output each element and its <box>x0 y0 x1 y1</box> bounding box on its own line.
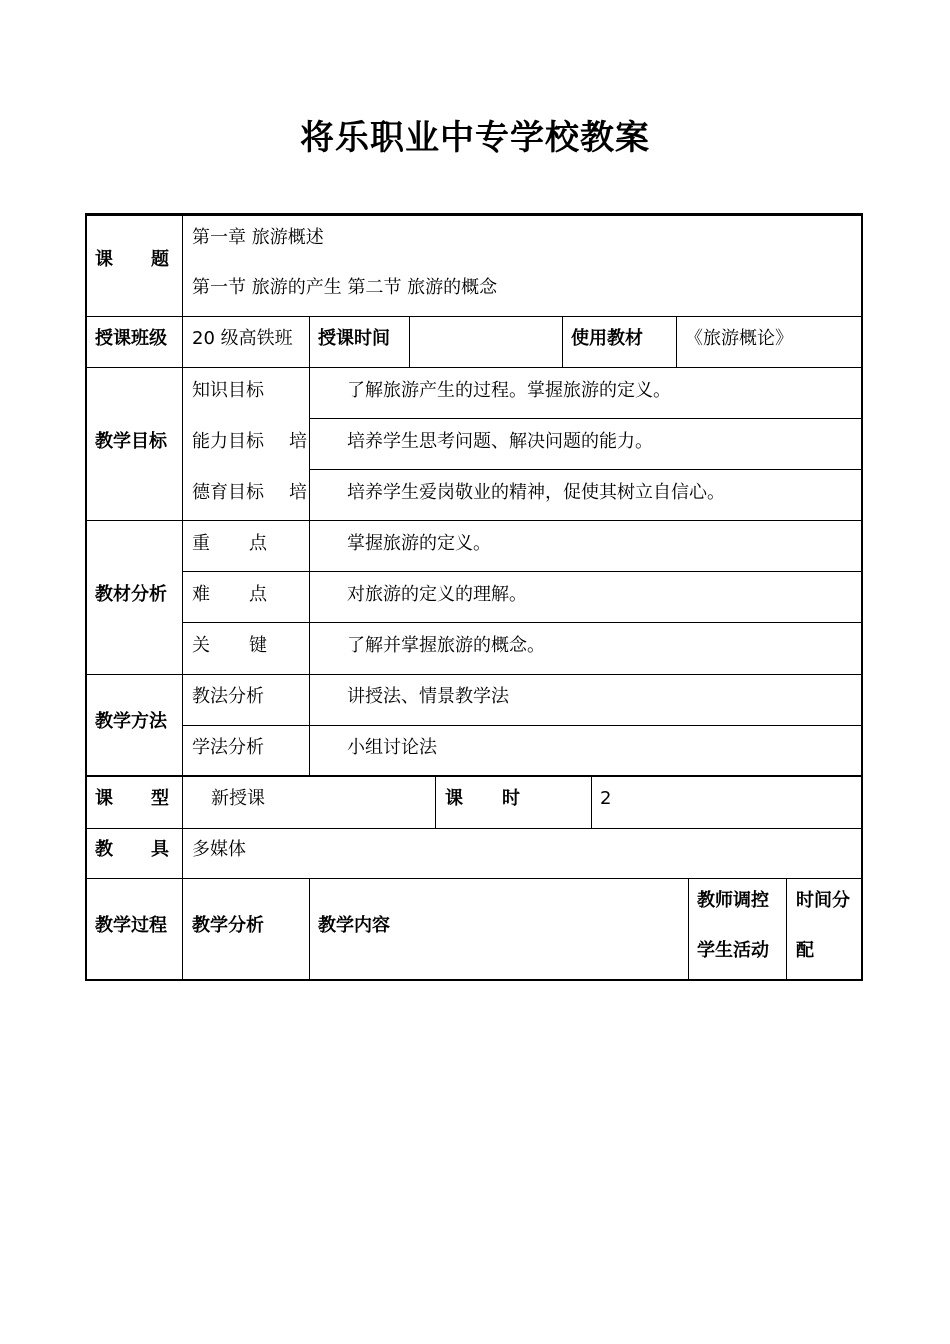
topic-sections: 第一节 旅游的产生 第二节 旅游的概念 <box>192 277 498 298</box>
objective-text: 培养学生思考问题、解决问题的能力。 <box>347 431 653 452</box>
time-label: 授课时间 <box>318 328 390 349</box>
method-name: 教法分析 <box>192 686 264 707</box>
objective-text: 培养学生爱岗敬业的精神，促使其树立自信心。 <box>347 482 725 503</box>
material-text: 掌握旅游的定义。 <box>347 533 491 554</box>
method-name: 学法分析 <box>192 737 264 758</box>
col-divider <box>562 316 563 367</box>
material-name-char-2: 点 <box>249 533 267 554</box>
textbook-label: 使用教材 <box>571 328 643 349</box>
col-divider <box>435 776 436 828</box>
material-text: 对旅游的定义的理解。 <box>347 584 527 605</box>
col-divider <box>786 878 787 980</box>
row-divider <box>183 725 863 726</box>
process-time-header: 时间分 <box>796 890 850 911</box>
table-border-left <box>85 213 87 981</box>
row-divider <box>85 674 863 675</box>
row-divider <box>309 418 863 419</box>
objective-name: 能力目标 <box>192 431 264 452</box>
hours-label-char-2: 时 <box>502 788 520 809</box>
process-teacher-header: 教师调控 <box>697 890 769 911</box>
col-divider <box>309 367 310 776</box>
objective-name: 德育目标 <box>192 482 264 503</box>
col-divider <box>591 776 592 828</box>
row-divider <box>85 520 863 521</box>
topic-label-char-2: 题 <box>151 249 169 270</box>
col-divider <box>309 316 310 367</box>
col-divider <box>688 878 689 980</box>
material-name-char-1: 难 <box>192 584 210 605</box>
process-time-header-cont: 配 <box>796 940 814 961</box>
topic-chapter: 第一章 旅游概述 <box>192 227 324 248</box>
col-divider <box>182 213 183 981</box>
class-value: 20 级高铁班 <box>192 328 293 349</box>
topic-label-char-1: 课 <box>95 249 113 270</box>
process-student-header: 学生活动 <box>697 940 769 961</box>
tools-label-char-1: 教 <box>95 839 113 860</box>
type-value: 新授课 <box>211 788 265 809</box>
col-divider <box>309 878 310 980</box>
process-label: 教学过程 <box>95 915 167 936</box>
objective-name-overflow: 培 <box>289 431 307 452</box>
method-text: 讲授法、情景教学法 <box>347 686 509 707</box>
material-name-char-2: 点 <box>249 584 267 605</box>
document-title: 将乐职业中专学校教案 <box>300 118 650 158</box>
objective-name: 知识目标 <box>192 380 264 401</box>
row-divider <box>183 622 863 623</box>
col-divider <box>676 316 677 367</box>
material-text: 了解并掌握旅游的概念。 <box>347 635 545 656</box>
col-divider <box>409 316 410 367</box>
textbook-value: 《旅游概论》 <box>685 328 793 349</box>
row-divider-thick <box>85 775 863 777</box>
type-label-char-1: 课 <box>95 788 113 809</box>
row-divider <box>85 878 863 879</box>
class-label: 授课班级 <box>95 328 167 349</box>
material-name-char-1: 关 <box>192 635 210 656</box>
hours-label-char-1: 课 <box>445 788 463 809</box>
tools-value: 多媒体 <box>192 839 246 860</box>
row-divider <box>183 571 863 572</box>
row-divider <box>309 469 863 470</box>
process-content-header: 教学内容 <box>318 915 390 936</box>
row-divider <box>85 828 863 829</box>
table-border-top <box>85 213 863 216</box>
table-border-right <box>861 213 863 981</box>
row-divider <box>85 367 863 368</box>
objectives-label: 教学目标 <box>95 431 167 452</box>
objective-name-overflow: 培 <box>289 482 307 503</box>
material-name-char-1: 重 <box>192 533 210 554</box>
method-text: 小组讨论法 <box>347 737 437 758</box>
material-label: 教材分析 <box>95 584 167 605</box>
process-analysis-header: 教学分析 <box>192 915 264 936</box>
methods-label: 教学方法 <box>95 711 167 732</box>
material-name-char-2: 键 <box>249 635 267 656</box>
hours-value: 2 <box>600 788 612 809</box>
table-border-bottom <box>85 979 863 981</box>
objective-text: 了解旅游产生的过程。掌握旅游的定义。 <box>347 380 671 401</box>
tools-label-char-2: 具 <box>151 839 169 860</box>
type-label-char-2: 型 <box>151 788 169 809</box>
row-divider <box>85 316 863 317</box>
